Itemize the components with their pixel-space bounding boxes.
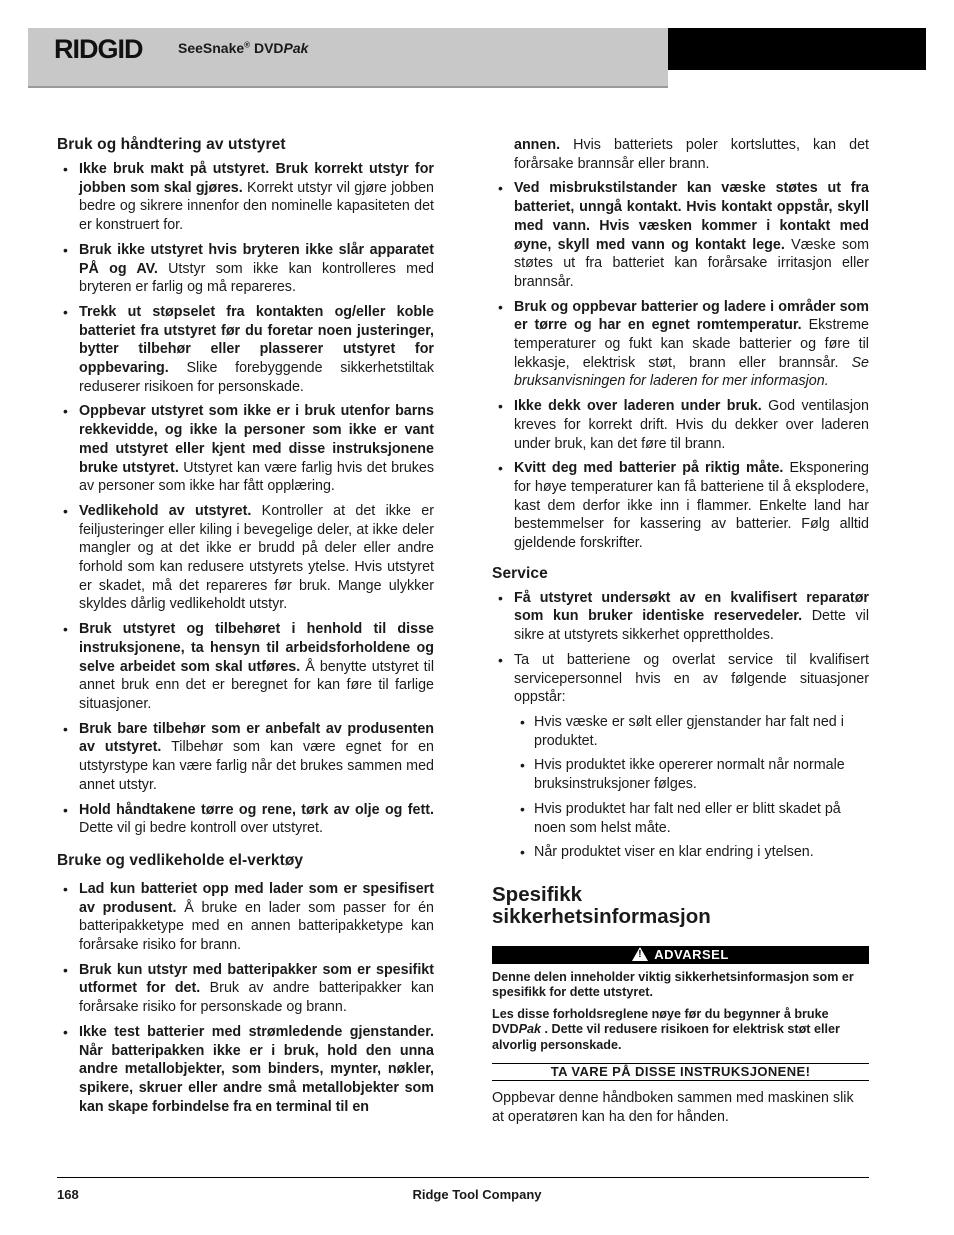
continued-text: annen. Hvis batteriets poler kortsluttes, kan det forårsake brannsår eller brann. bbox=[514, 137, 869, 172]
list-item: • Bruk kun utstyr med batteripakker som er spesifikt utformet for det. Bruk av andre batteripakker kan forårsake risiko for personskade og brann. bbox=[57, 961, 434, 1017]
list-item: • Kvitt deg med batterier på riktig måte. Eksponering for høye temperaturer kan få batteriene til å eksplodere, kast dem derfor ikke inn i flammer. Enkelte land har bestemmelser for kassering av batterier. Følg alltid gjeldende forskrifter. bbox=[492, 459, 869, 553]
page-header bbox=[28, 28, 926, 86]
list-item: • Hold håndtakene tørre og rene, tørk av olje og fett. Dette vil gi bedre kontroll over utstyret. bbox=[57, 801, 434, 838]
section-title-power-tools: Bruke og vedlikeholde el-verktøy bbox=[57, 851, 304, 869]
list-item: • Ikke test batterier med strømledende gjenstander. Når batteripakken ikke er i bruk, hold den unna andre metallobjekter, som binders, mynter, nøkler, spikere, skruer eller andre små metallobjekter som kan skape forbindelse fra en terminal til en bbox=[57, 1023, 434, 1117]
list-item: • Ved misbrukstilstander kan væske støtes ut fra batteriet, unngå kontakt. Hvis kontakt oppstår, skyll med vann. Hvis væsken kommer i kontakt med øyne, skyll med vann og kontakt lege. Væske som støtes ut fra batteriet kan forårsake irritasjon eller brannsår. bbox=[492, 179, 869, 291]
page-number: 168 bbox=[57, 1187, 79, 1202]
list-item: • Trekk ut støpselet fra kontakten og/eller koble batteriet fra utstyret før du foretar noen justeringer, bytter tilbehør eller plasserer utstyret for oppbevaring. Slike forebyggende sikkerhetstiltak reduserer risikoen for personskade. bbox=[57, 303, 434, 397]
list-item: • Lad kun batteriet opp med lader som er spesifisert av produsent. Å bruke en lader som passer for én batteripakketype med en annen batteripakketype kan forårsake risiko for brann. bbox=[57, 880, 434, 955]
right-column bbox=[492, 136, 869, 1133]
keep-instructions-text: Oppbevar denne håndboken sammen med maskinen slik at operatøren kan ha den for hånden. bbox=[492, 1090, 854, 1126]
list-item: • Ikke bruk makt på utstyret. Bruk korrekt utstyr for jobben som skal gjøres. Korrekt utstyr vil gjøre jobben bedre og sikrere innenfor den nominelle kapasiteten det er konstruert for. bbox=[57, 160, 434, 235]
sub-list-item: • Hvis produktet ikke opererer normalt når normale bruksinstruksjoner følges. bbox=[492, 756, 869, 793]
ridgid-logo: RIDGID bbox=[54, 34, 143, 64]
footer-company: Ridge Tool Company bbox=[412, 1187, 542, 1202]
section-title-service: Service bbox=[492, 564, 548, 582]
sub-list-item: • Hvis produktet har falt ned eller er blitt skadet på noen som helst måte. bbox=[492, 800, 869, 837]
warning-text: Denne delen inneholder viktig sikkerhetsinformasjon som er spesifikk for dette utstyret. bbox=[492, 969, 854, 1000]
specific-safety-title: Spesifikk sikkerhetsinformasjon bbox=[492, 882, 711, 928]
list-item: • Oppbevar utstyret som ikke er i bruk utenfor barns rekkevidde, og ikke la personer som ikke er vant med utstyret eller kjent med disse instruksjonene bruke utstyret. Utstyret kan være farlig hvis det brukes av personer som ikke har fått opplæring. bbox=[57, 402, 434, 496]
warning-banner: ! ADVARSEL bbox=[492, 946, 869, 964]
product-name: SeeSnake® DVDPak bbox=[178, 40, 309, 56]
footer-divider bbox=[57, 1177, 869, 1178]
handling-list bbox=[57, 160, 434, 838]
list-item: • Bruk bare tilbehør som er anbefalt av produsenten av utstyret. Tilbehør som kan være egnet for en utstyrstype kan være farlig når det brukes sammen med annet utstyr. bbox=[57, 720, 434, 795]
keep-instructions-banner: TA VARE PÅ DISSE INSTRUKSJONENE! bbox=[492, 1063, 869, 1081]
section-title-handling: Bruk og håndtering av utstyret bbox=[57, 136, 286, 153]
battery-list bbox=[492, 179, 869, 552]
warning-triangle-icon: ! bbox=[632, 947, 648, 961]
sub-list-item: • Hvis væske er sølt eller gjenstander har falt ned i produktet. bbox=[492, 713, 869, 750]
header-band bbox=[28, 28, 668, 88]
list-item: • Ta ut batteriene og overlat service til kvalifisert servicepersonnel hvis en av følgende situasjoner oppstår: bbox=[492, 651, 869, 707]
list-item: • Vedlikehold av utstyret. Kontroller at det ikke er feiljusteringer eller kiling i bevegelige deler, at ikke deler mangler og at det ikke er brudd på deler eller andre forhold som kan redusere utstyrets ytelse. Hvis utstyret er skadet, må det repareres før bruk. Mange ulykker skyldes dårlig vedlikeholdt utstyr. bbox=[57, 502, 434, 614]
power-tools-list bbox=[57, 880, 434, 1116]
list-item: • Bruk og oppbevar batterier og ladere i områder som er tørre og har en egnet romtemperatur. Ekstreme temperaturer og fukt kan skade batterier og føre til lekkasje, elektrisk støt, brann eller brannsår. Se bruksanvisningen for laderen for mer informasjon. bbox=[492, 298, 869, 392]
list-item: • Bruk utstyret og tilbehøret i henhold til disse instruksjonene, ta hensyn til arbeidsforholdene og selve arbeidet som skal utføres. Å benytte utstyret til annet bruk enn det er beregnet for kan føre til farlige situasjoner. bbox=[57, 620, 434, 714]
left-column bbox=[57, 136, 434, 1126]
list-item: • Ikke dekk over laderen under bruk. God ventilasjon kreves for korrekt drift. Hvis du dekker over laderen under bruk, kan det føre til brann. bbox=[492, 397, 869, 453]
list-item: • Bruk ikke utstyret hvis bryteren ikke slår apparatet PÅ og AV. Utstyr som ikke kan kontrolleres med bryteren er farlig og må repareres. bbox=[57, 241, 434, 297]
sub-list-item: • Når produktet viser en klar endring i ytelsen. bbox=[492, 843, 869, 862]
header-black-block bbox=[668, 28, 926, 70]
list-item: • Få utstyret undersøkt av en kvalifisert reparatør som kun bruker identiske reservedeler. Dette vil sikre at utstyrets sikkerhet opprettholdes. bbox=[492, 589, 869, 645]
service-list bbox=[492, 589, 869, 862]
warning-text: Les disse forholdsreglene nøye før du begynner å bruke DVDPak . Dette vil redusere risikoen for elektrisk støt eller alvorlig personskade. bbox=[492, 1006, 840, 1052]
